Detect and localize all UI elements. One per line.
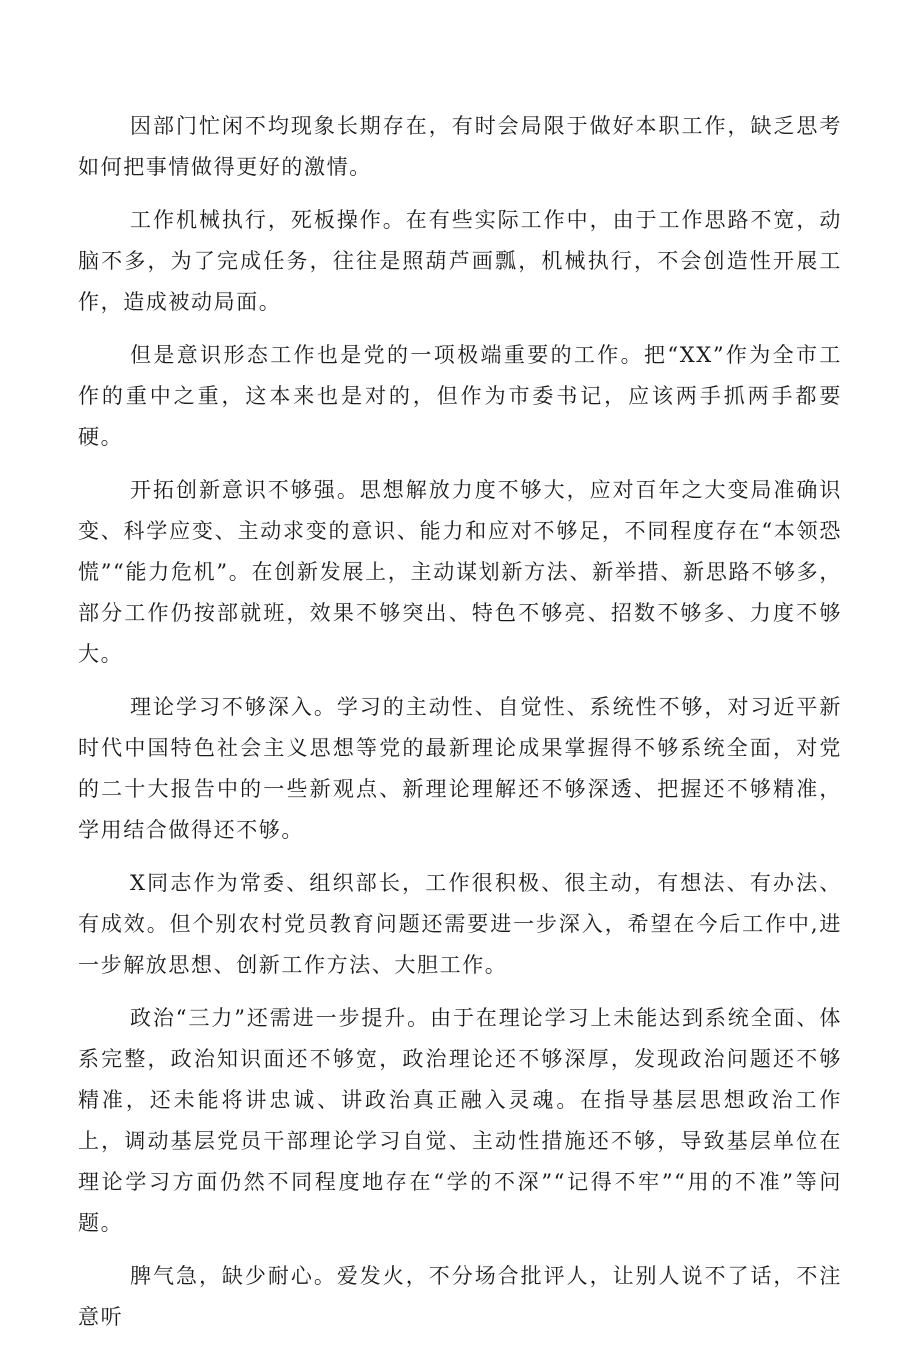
paragraph-6: X同志作为常委、组织部长，工作很积极、很主动，有想法、有办法、有成效。但个别农村党员教育问题还需要进一步深入，希望在今后工作中,进一步解放思想、创新工作方法、大胆工作。 xyxy=(78,871,842,977)
paragraph-2: 工作机械执行，死板操作。在有些实际工作中，由于工作思路不宽，动脑不多，为了完成任务，往往是照葫芦画瓢，机械执行，不会创造性开展工作，造成被动局面。 xyxy=(78,208,842,314)
paragraph-4: 开拓创新意识不够强。思想解放力度不够大，应对百年之大变局准确识变、科学应变、主动求变的意识、能力和应对不够足，不同程度存在“本领恐慌”“能力危机”。在创新发展上，主动谋划新方法、新举措、新思路不够多，部分工作仍按部就班，效果不够突出、特色不够亮、招数不够多、力度不够大。 xyxy=(78,478,842,666)
paragraph-1: 因部门忙闲不均现象长期存在，有时会局限于做好本职工作，缺乏思考如何把事情做得更好的激情。 xyxy=(78,114,842,179)
document-body xyxy=(78,106,842,1350)
paragraph-3: 但是意识形态工作也是党的一项极端重要的工作。把“XX”作为全市工作的重中之重，这本来也是对的，但作为市委书记，应该两手抓两手都要硬。 xyxy=(78,343,842,449)
paragraph-8: 脾气急，缺少耐心。爱发火，不分场合批评人，让别人说不了话，不注意听 xyxy=(78,1264,842,1329)
paragraph-5: 理论学习不够深入。学习的主动性、自觉性、系统性不够，对习近平新时代中国特色社会主义思想等党的最新理论成果掌握得不够系统全面，对党的二十大报告中的一些新观点、新理论理解还不够深透、把握还不够精准，学用结合做得还不够。 xyxy=(78,695,842,842)
paragraph-7: 政治“三力”还需进一步提升。由于在理论学习上未能达到系统全面、体系完整，政治知识面还不够宽，政治理论还不够深厚，发现政治问题还不够精准，还未能将讲忠诚、讲政治真正融入灵魂。在指导基层思想政治工作上，调动基层党员干部理论学习自觉、主动性措施还不够，导致基层单位在理论学习方面仍然不同程度地存在“学的不深”“记得不牢”“用的不准”等问题。 xyxy=(78,1006,842,1235)
